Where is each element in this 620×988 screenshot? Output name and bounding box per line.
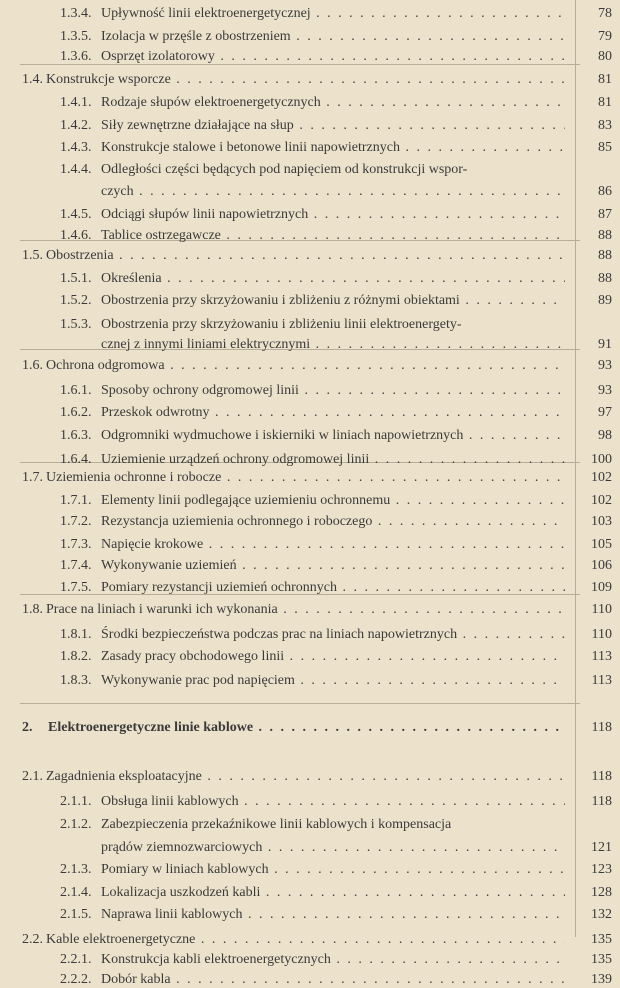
toc-entry-page: 88	[598, 248, 612, 263]
toc-entry-page: 81	[598, 95, 612, 110]
toc-entry-title: Pomiary w liniach kablowych . . .	[101, 861, 565, 878]
toc-entry-number: 1.7.4.	[60, 558, 92, 573]
toc-entry-title: Przeskok odwrotny . . .	[101, 404, 565, 421]
toc-entry-page: 109	[591, 580, 612, 595]
toc-entry-title: Ochrona odgromowa . . .	[46, 357, 565, 374]
page-number-rule	[575, 0, 576, 937]
toc-entry-number: 2.2.	[22, 932, 43, 947]
toc-entry-title: Konstrukcje wsporcze . . .	[46, 71, 565, 88]
toc-entry-number: 1.3.5.	[60, 29, 92, 44]
toc-entry-title: Odległości części będących pod napięciem od konstrukcji wspor-	[101, 162, 468, 177]
toc-entry-number: 1.4.	[22, 72, 43, 87]
toc-entry-number: 1.4.2.	[60, 118, 92, 133]
toc-entry-number: 1.4.3.	[60, 140, 92, 155]
section-divider	[20, 703, 580, 704]
toc-entry-number: 2.1.2.	[60, 817, 92, 832]
toc-entry-title: Sposoby ochrony odgromowej linii . . .	[101, 382, 565, 399]
toc-entry-page: 113	[591, 649, 612, 664]
toc-entry-number: 1.4.4.	[60, 162, 92, 177]
toc-entry-page: 91	[598, 337, 612, 352]
toc-entry-title: Konstrukcja kabli elektroenergetycznych . . .	[101, 951, 565, 968]
toc-entry-title: Uziemienie urządzeń ochrony odgromowej linii . . .	[101, 451, 565, 468]
toc-entry-number: 1.5.3.	[60, 317, 92, 332]
toc-entry-number: 1.4.1.	[60, 95, 92, 110]
toc-entry-title: Obostrzenia przy skrzyżowaniu i zbliżeniu linii elektroenergety-	[101, 317, 462, 332]
toc-entry-title: Elementy linii podlegające uziemieniu ochronnemu . . .	[101, 492, 565, 509]
toc-entry-page: 97	[598, 405, 612, 420]
toc-entry-title: Dobór kabla . . .	[101, 971, 565, 988]
toc-entry-number: 1.6.1.	[60, 383, 92, 398]
toc-entry-title: Izolacja w przęśle z obostrzeniem . . .	[101, 28, 565, 45]
toc-entry-number: 1.6.3.	[60, 428, 92, 443]
toc-entry-number: 1.5.1.	[60, 271, 92, 286]
toc-entry-page: 78	[598, 6, 612, 21]
toc-entry-page: 135	[591, 952, 612, 967]
toc-entry-number: 1.6.2.	[60, 405, 92, 420]
toc-entry-page: 110	[591, 627, 612, 642]
toc-entry-page: 100	[591, 452, 612, 467]
toc-entry-title: Upływność linii elektroenergetycznej . . .	[101, 5, 565, 22]
toc-entry-title: Rodzaje słupów elektroenergetycznych . . .	[101, 94, 565, 111]
toc-entry-page: 132	[591, 907, 612, 922]
toc-entry-title: Osprzęt izolatorowy . . .	[101, 48, 565, 65]
toc-entry-page: 81	[598, 72, 612, 87]
toc-entry-page: 113	[591, 673, 612, 688]
toc-entry-number: 1.7.2.	[60, 514, 92, 529]
toc-entry-number: 1.8.	[22, 602, 43, 617]
toc-entry-number: 2.1.3.	[60, 862, 92, 877]
toc-entry-title: Zasady pracy obchodowego linii . . .	[101, 648, 565, 665]
toc-entry-number: 1.8.1.	[60, 627, 92, 642]
toc-entry-title: Obostrzenia przy skrzyżowaniu i zbliżeniu z różnymi obiektami . . .	[101, 292, 565, 309]
toc-entry-page: 123	[591, 862, 612, 877]
toc-entry-number: 1.5.	[22, 248, 43, 263]
toc-entry-title: Obsługa linii kablowych . . .	[101, 793, 565, 810]
toc-entry-title: czych . . .	[101, 183, 565, 200]
toc-entry-title: Wykonywanie prac pod napięciem . . .	[101, 672, 565, 689]
toc-entry-number: 2.	[22, 720, 33, 735]
toc-entry-title: Uziemienia ochronne i robocze . . .	[46, 469, 565, 486]
toc-entry-title: Lokalizacja uszkodzeń kabli . . .	[101, 884, 565, 901]
toc-entry-page: 118	[591, 769, 612, 784]
toc-entry-page: 80	[598, 49, 612, 64]
toc-entry-number: 1.6.4.	[60, 452, 92, 467]
toc-entry-number: 1.5.2.	[60, 293, 92, 308]
toc-entry-title: cznej z innymi liniami elektrycznymi . . .	[101, 336, 565, 353]
toc-entry-title: Obostrzenia . . .	[46, 247, 565, 264]
toc-entry-page: 103	[591, 514, 612, 529]
toc-entry-title: Kable elektroenergetyczne . . .	[46, 931, 565, 948]
toc-entry-page: 98	[598, 428, 612, 443]
toc-entry-page: 86	[598, 184, 612, 199]
toc-entry-page: 139	[591, 972, 612, 987]
toc-entry-page: 88	[598, 228, 612, 243]
toc-entry-title: prądów ziemnozwarciowych . . .	[101, 839, 565, 856]
toc-entry-page: 105	[591, 537, 612, 552]
toc-entry-number: 1.7.3.	[60, 537, 92, 552]
toc-entry-number: 1.7.	[22, 470, 43, 485]
toc-entry-number: 1.4.5.	[60, 207, 92, 222]
toc-entry-number: 2.1.1.	[60, 794, 92, 809]
toc-entry-title: Odgromniki wydmuchowe i iskierniki w liniach napowietrznych . . .	[101, 427, 565, 444]
toc-entry-title: Pomiary rezystancji uziemień ochronnych . . .	[101, 579, 565, 596]
toc-entry-page: 102	[591, 470, 612, 485]
toc-entry-title: Określenia . . .	[101, 270, 565, 287]
toc-entry-page: 128	[591, 885, 612, 900]
toc-entry-number: 1.8.3.	[60, 673, 92, 688]
toc-entry-page: 106	[591, 558, 612, 573]
toc-entry-title: Zabezpieczenia przekaźnikowe linii kablowych i kompensacja	[101, 817, 452, 832]
toc-entry-page: 79	[598, 29, 612, 44]
toc-entry-number: 2.1.	[22, 769, 43, 784]
toc-entry-page: 93	[598, 358, 612, 373]
toc-entry-number: 1.7.5.	[60, 580, 92, 595]
toc-entry-page: 87	[598, 207, 612, 222]
toc-entry-number: 2.2.2.	[60, 972, 92, 987]
toc-entry-number: 1.3.4.	[60, 6, 92, 21]
toc-entry-page: 83	[598, 118, 612, 133]
toc-entry-page: 110	[591, 602, 612, 617]
toc-entry-title: Wykonywanie uziemień . . .	[101, 557, 565, 574]
toc-entry-title: Środki bezpieczeństwa podczas prac na liniach napowietrznych . . .	[101, 626, 565, 643]
toc-entry-title: Tablice ostrzegawcze . . .	[101, 227, 565, 244]
toc-entry-page: 93	[598, 383, 612, 398]
toc-entry-title: Napięcie krokowe . . .	[101, 536, 565, 553]
toc-entry-title: Zagadnienia eksploatacyjne . . .	[46, 768, 565, 785]
toc-entry-number: 1.3.6.	[60, 49, 92, 64]
toc-entry-page: 135	[591, 932, 612, 947]
toc-entry-page: 85	[598, 140, 612, 155]
toc-entry-page: 89	[598, 293, 612, 308]
toc-entry-number: 1.7.1.	[60, 493, 92, 508]
toc-entry-title: Elektroenergetyczne linie kablowe . . .	[48, 719, 565, 736]
toc-entry-title: Odciągi słupów linii napowietrznych . . .	[101, 206, 565, 223]
toc-entry-title: Rezystancja uziemienia ochronnego i roboczego . . .	[101, 513, 565, 530]
toc-entry-number: 2.2.1.	[60, 952, 92, 967]
toc-entry-page: 118	[591, 794, 612, 809]
toc-entry-title: Konstrukcje stalowe i betonowe linii napowietrznych . . .	[101, 139, 565, 156]
toc-entry-number: 1.6.	[22, 358, 43, 373]
toc-entry-number: 2.1.4.	[60, 885, 92, 900]
toc-entry-page: 118	[591, 720, 612, 735]
toc-entry-number: 1.8.2.	[60, 649, 92, 664]
toc-entry-number: 2.1.5.	[60, 907, 92, 922]
toc-entry-page: 88	[598, 271, 612, 286]
toc-entry-number: 1.4.6.	[60, 228, 92, 243]
toc-entry-title: Prace na liniach i warunki ich wykonania . . .	[46, 601, 565, 618]
toc-entry-page: 121	[591, 840, 612, 855]
toc-entry-page: 102	[591, 493, 612, 508]
toc-entry-title: Naprawa linii kablowych . . .	[101, 906, 565, 923]
toc-entry-title: Siły zewnętrzne działające na słup . . .	[101, 117, 565, 134]
